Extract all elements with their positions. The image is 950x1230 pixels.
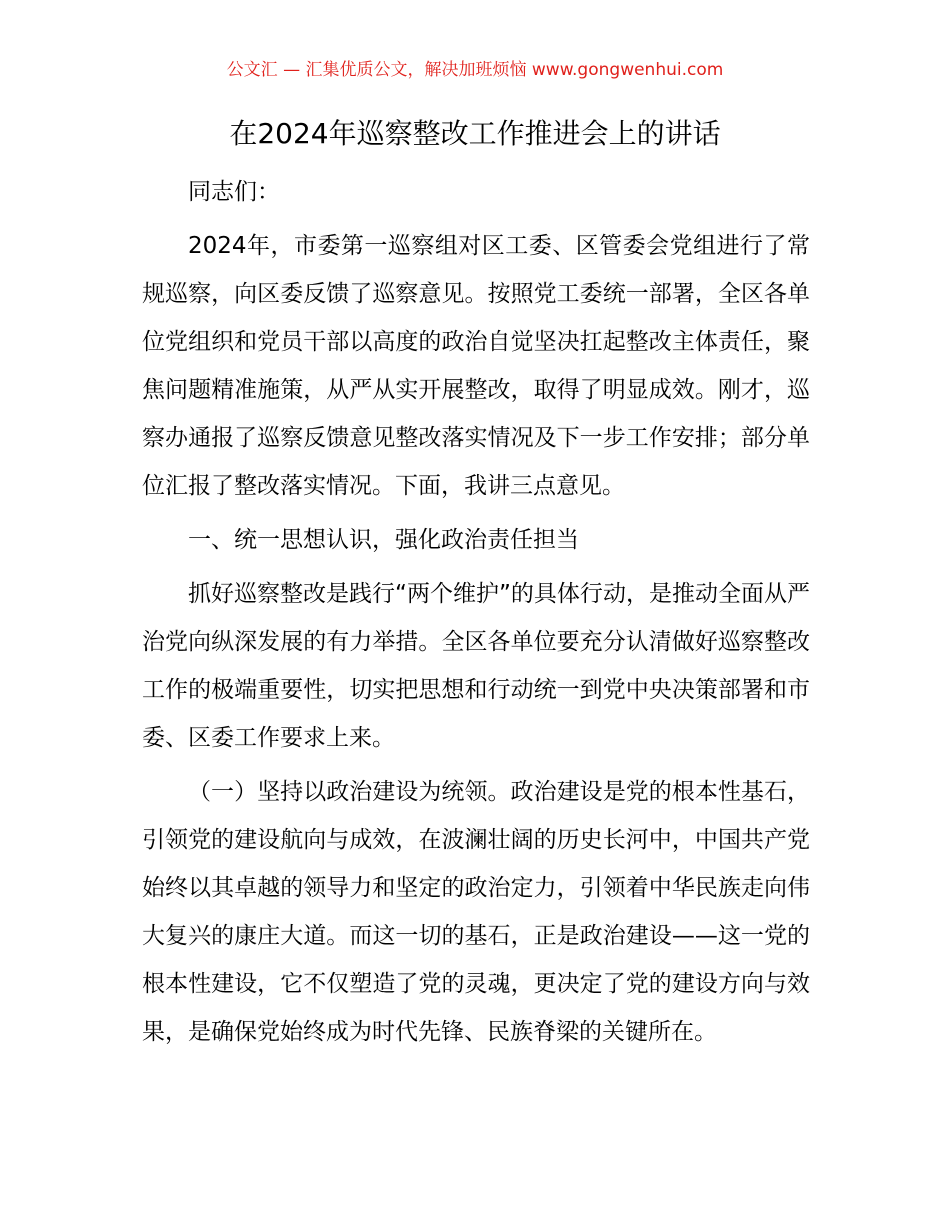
greeting: 同志们：	[188, 179, 280, 205]
document-title: 在2024年巡察整改工作推进会上的讲话	[229, 117, 721, 150]
section-heading-1: 一、统一思想认识，强化政治责任担当	[188, 527, 579, 553]
paragraph-section-1: 抓好巡察整改是践行“两个维护”的具体行动，是推动全面从严治党向纵深发展的有力举措。全区各单位要充分认清做好巡察整改工作的极端重要性，切实把思想和行动统一到党中央决策部署和市委、区委工作要求上来。	[142, 581, 810, 751]
watermark-banner: 公文汇 — 汇集优质公文，解决加班烦恼 www.gongwenhui.com	[226, 60, 724, 80]
document-body	[142, 168, 810, 1062]
paragraph-intro: 2024年，市委第一巡察组对区工委、区管委会党组进行了常规巡察，向区委反馈了巡察意见。按照党工委统一部署，全区各单位党组织和党员干部以高度的政治自觉坚决扛起整改主体责任，聚焦问题精准施策，从严从实开展整改，取得了明显成效。刚才，巡察办通报了巡察反馈意见整改落实情况及下一步工作安排；部分单位汇报了整改落实情况。下面，我讲三点意见。	[142, 233, 810, 499]
paragraph-subsection-1: （一）坚持以政治建设为统领。政治建设是党的根本性基石，引领党的建设航向与成效，在波澜壮阔的历史长河中，中国共产党始终以其卓越的领导力和坚定的政治定力，引领着中华民族走向伟大复兴的康庄大道。而这一切的基石，正是政治建设——这一党的根本性建设，它不仅塑造了党的灵魂，更决定了党的建设方向与效果，是确保党始终成为时代先锋、民族脊梁的关键所在。	[142, 779, 810, 1045]
